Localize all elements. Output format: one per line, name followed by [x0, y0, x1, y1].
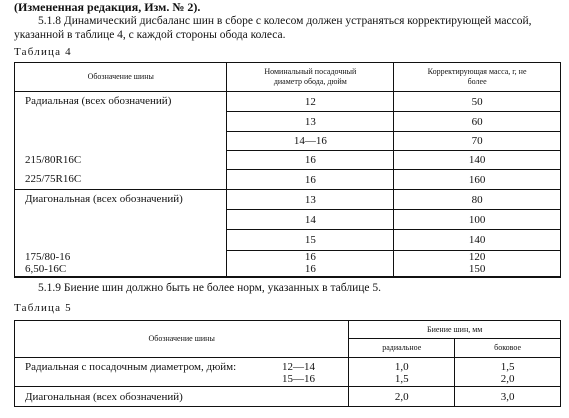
col-header-tyre: Обозначение шины: [15, 63, 227, 92]
tyre-name: Диагональная (всех обозначений): [15, 387, 349, 407]
lateral-runout: 3,0: [455, 387, 561, 407]
tyre-name: Радиальная с посадочным диаметром, дюйм:: [15, 358, 283, 387]
value: 1,5: [500, 361, 515, 373]
radial-runout: 2,0: [349, 387, 455, 407]
tyre-name: 175/80-16: [15, 251, 227, 264]
diameter-cell: 14—16: [227, 132, 394, 151]
mass-cell: 140: [394, 151, 561, 170]
value: 1,5: [394, 373, 409, 385]
table-row: [15, 92, 561, 112]
table-row: [15, 170, 561, 190]
col-header-lateral: боковое: [455, 339, 561, 358]
paragraph-text: 5.1.9 Биение шин должно быть не более норм, указанных в таблице 5.: [38, 282, 381, 294]
table-row: [15, 132, 561, 151]
tyre-name: [15, 112, 227, 132]
col-header-radial: радиальное: [349, 339, 455, 358]
mass-cell: 70: [394, 132, 561, 151]
table-5: [14, 320, 561, 407]
diameter-cell: 15: [227, 230, 394, 251]
amendment-note: (Измененная редакция, Изм. № 2).: [14, 0, 201, 14]
mass-cell: 160: [394, 170, 561, 190]
col-header-tyre: Обозначение шины: [15, 321, 349, 358]
paragraph-5-1-8: [14, 14, 562, 42]
diameter-cell: 13: [227, 190, 394, 210]
diameter-cell: 13: [227, 112, 394, 132]
mass-cell: 60: [394, 112, 561, 132]
table4-caption: Таблица 4: [14, 46, 72, 58]
mass-cell: 50: [394, 92, 561, 112]
tyre-name: [15, 132, 227, 151]
table-row: [15, 112, 561, 132]
table5-caption: Таблица 5: [14, 302, 72, 314]
diameter-cell: 12: [227, 92, 394, 112]
mass-cell: 150: [394, 263, 561, 277]
table-4: [14, 62, 561, 278]
tyre-name: 6,50-16C: [15, 263, 227, 277]
tyre-name: 225/75R16C: [15, 170, 227, 190]
value: 2,0: [500, 373, 515, 385]
value: 1,0: [394, 361, 409, 373]
paragraph-5-1-9: [14, 281, 562, 295]
table-row: [15, 263, 561, 277]
diameter-range: 12—14: [282, 361, 315, 373]
diameter-range: 15—16: [282, 373, 315, 385]
col-header-diameter: Номинальный посадочный диаметр обода, дюйм: [227, 63, 394, 92]
table-row: [15, 387, 561, 407]
col-header-runout: Биение шин, мм: [349, 321, 561, 339]
diameter-cell: 14: [227, 210, 394, 230]
mass-cell: 140: [394, 230, 561, 251]
tyre-name: Радиальная (всех обозначений): [15, 92, 227, 112]
table-row: [15, 151, 561, 170]
diameter-cell: 16: [227, 263, 394, 277]
diameter-cell: 16: [227, 151, 394, 170]
diameter-cell: 16: [227, 251, 394, 264]
tyre-name: 215/80R16C: [15, 151, 227, 170]
col-header-mass: Корректирующая масса, г, не более: [394, 63, 561, 92]
radial-runout: [349, 358, 455, 387]
mass-cell: 80: [394, 190, 561, 210]
diameter-cell: 16: [227, 170, 394, 190]
table-row: [15, 230, 561, 251]
tyre-name: [15, 230, 227, 251]
lateral-runout: [455, 358, 561, 387]
table-row: [15, 358, 561, 387]
tyre-name: [15, 210, 227, 230]
table-row: [15, 210, 561, 230]
tyre-name: Диагональная (всех обозначений): [15, 190, 227, 210]
mass-cell: 120: [394, 251, 561, 264]
table-row: [15, 190, 561, 210]
table-row: [15, 251, 561, 264]
paragraph-text: 5.1.8 Динамический дисбаланс шин в сборе с колесом должен устраняться корректирующей массой, указанной в таблице 4, с каждой стороны обода колеса.: [14, 15, 532, 41]
mass-cell: 100: [394, 210, 561, 230]
diameter-ranges: [282, 358, 349, 387]
